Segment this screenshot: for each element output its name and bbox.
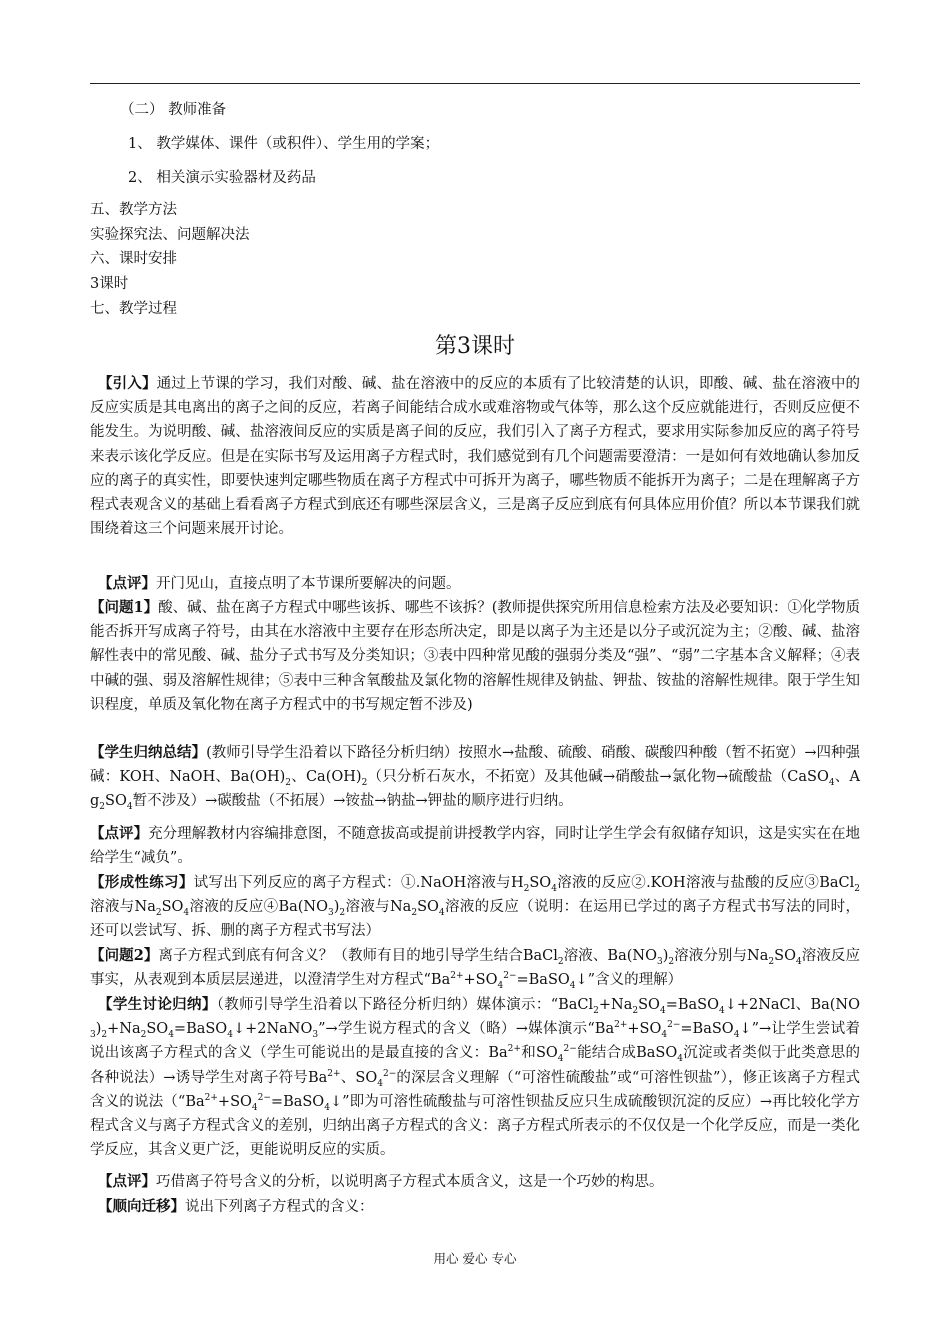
- prep-item-2: 2、 相关演示实验器材及药品: [128, 170, 316, 186]
- intro-paragraph: 【引入】通过上节课的学习，我们对酸、碱、盐在溶液中的反应的本质有了比较清楚的认识，即酸、碱、盐在溶液中的反应实质是其电离出的离子之间的反应，若离子间能结合成水或难溶物或气体等，那么这个反应就能进行，否则反应便不能发生。为说明酸、碱、盐溶液间反应的实质是离子间的反应，我们引入了离子方程式，要求用实际参加反应的离子符号来表示该化学反应。但是在实际书写及运用离子方程式时，我们感觉到有几个问题需要澄清：一是如何有效地确认参加反应的离子的真实性，即要快速判定哪些物质在离子方程式中可拆开为离子，哪些物质不能拆开为离子；二是在理解离子方程式表观含义的基础上看看离子方程式到底还有哪些深层含义，三是离子反应到底有何具体应用价值？所以本节课我们就围绕着这三个问题来展开讨论。: [90, 375, 861, 538]
- practice-paragraph: 【形成性练习】试写出下列反应的离子方程式：①.NaOH溶液与$H_2SO_4$溶液的反应②.KOH溶液与盐酸的反应③BaCl$_2$溶液与$Na_2SO_4$溶液的反应$④Ba(NO_3)_2$溶液与$Na_2SO_4$溶液的反应（说明：在运用已学过的离子方程式书写法的同时，还可以尝试写、拆、删的离子方程式书写法）: [90, 874, 860, 940]
- transfer-paragraph: 【顺向迁移】说出下列离子方程式的含义：: [98, 1198, 374, 1215]
- teaching-method: 实验探究法、问题解决法: [90, 227, 250, 243]
- question-2-paragraph: 【问题2】离子方程式到底有何含义？（教师有目的地引导学生结合BaCl$_2$溶液、$Ba(NO_3)_2$溶液分别与$Na_2SO_4$溶液反应事实，从表观到本质层层递进，以澄清学生对方程式“$Ba^{2+}+SO_4^{2-}=BaSO_4↓$”含义的理解）: [90, 947, 861, 992]
- lesson-title: 第3课时: [435, 334, 515, 359]
- comment-paragraph-2: 【点评】充分理解教材内容编排意图，不随意拔高或提前讲授教学内容，同时让学生学会有叙储存知识，这是实实在在地给学生“减负”。: [90, 825, 861, 867]
- header-rule: [90, 83, 860, 84]
- student-summary-paragraph: 【学生归纳总结】(教师引导学生沿着以下路径分析归纳）按照水→盐酸、硫酸、硝酸、碳酸四种酸（暂不拓宽）→四种强碱：KOH、NaOH、$Ba(OH)_2$、$Ca(OH)_2$（只分析石灰水，不拓宽）及其他碱→硝酸盐→氯化物→硫酸盐（CaSO$_4$、$Ag_2SO_4$暂不涉及）→碳酸盐（不拓展）→铵盐→钠盐→钾盐的顺序进行归纳。: [90, 744, 861, 813]
- page-footer: 用心 爱心 专心: [433, 1251, 517, 1266]
- teacher-prep-heading: （二） 教师准备: [120, 102, 227, 118]
- question-1-paragraph: 【问题1】酸、碱、盐在离子方程式中哪些该拆、哪些不该拆？(教师提供探究所用信息检索方法及必要知识：①化学物质能否拆开写成离子符号，由其在水溶液中主要存在形态所决定，即是以离子为主还是以分子或沉淀为主；②酸、碱、盐溶解性表中的常见酸、碱、盐分子式书写及分类知识；③表中四种常见酸的强弱分类及“强”、“弱”二字基本含义解释；④表中碱的强、弱及溶解性规律；⑤表中三种含氧酸盐及氯化物的溶解性规律及钠盐、钾盐、铵盐的溶解性规律。限于学生知识程度，单质及氧化物在离子方程式中的书写规定暂不涉及): [90, 599, 861, 713]
- lesson-count: 3课时: [90, 276, 129, 292]
- comment-paragraph-3: 【点评】巧借离子符号含义的分析，以说明离子方程式本质含义，这是一个巧妙的构思。: [98, 1173, 664, 1190]
- section-7-heading: 七、教学过程: [90, 301, 177, 317]
- prep-item-1: 1、 教学媒体、课件（或积件）、学生用的学案；: [128, 136, 440, 152]
- student-discussion-paragraph: 【学生讨论归纳】（教师引导学生沿着以下路径分析归纳）媒体演示：“$BaCl_2+Na_2SO_4=BaSO_4↓+2NaCl$、$Ba(NO_3)_2+Na_2SO_4=BaSO_4↓+2NaNO_3”\to$学生说方程式的含义（略）→媒体演示“$Ba^{2+}+SO_4^{2-}=BaSO_4↓”\to$让学生尝试着说出该离子方程式的含义（学生可能说出的是最直接的含义：$Ba^{2+}$和$SO_4^{2-}$能结合成BaSO$_4$沉淀或者类似于此类意思的各种说法）→诱导学生对离子符号$Ba^{2+}$、$SO_4^{2-}$的深层含义理解（“可溶性硫酸盐”或“可溶性钡盐”），修正该离子方程式含义的说法（“$Ba^{2+}+SO_4^{2-}=BaSO_4↓$”即为可溶性硫酸盐与可溶性钡盐反应只生成硫酸钡沉淀的反应）→再比较化学方程式含义与离子方程式含义的差别，归纳出离子方程式的含义：离子方程式所表示的不仅仅是一个化学反应，而是一类化学反应，其含义更广泛，更能说明反应的实质。: [90, 996, 861, 1159]
- comment-paragraph-1: 【点评】开门见山，直接点明了本节课所要解决的问题。: [98, 575, 461, 592]
- section-5-heading: 五、教学方法: [90, 202, 177, 218]
- section-6-heading: 六、课时安排: [90, 251, 177, 267]
- intro-label: 【引入】: [98, 375, 157, 392]
